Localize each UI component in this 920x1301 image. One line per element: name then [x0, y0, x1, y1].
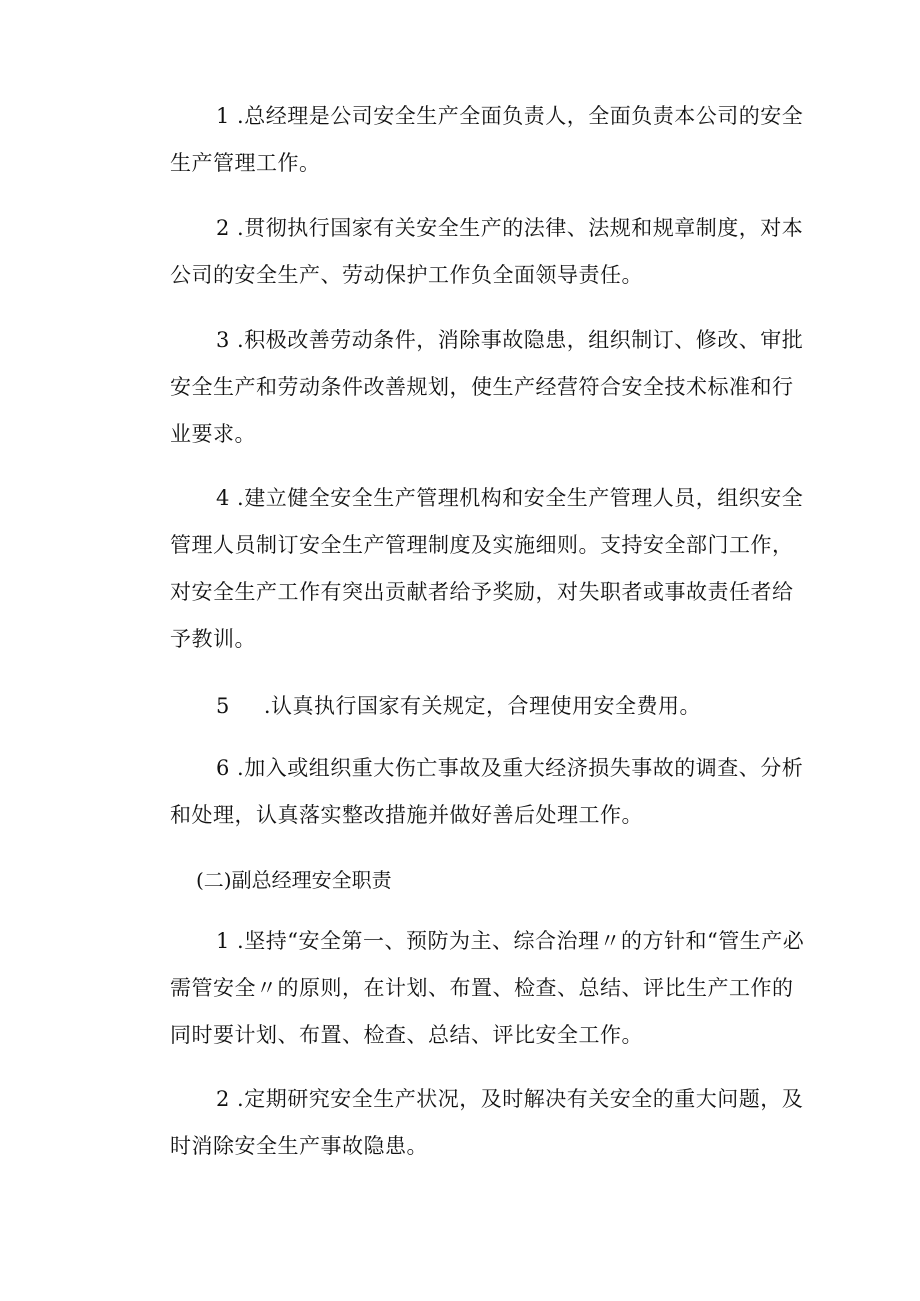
paragraph-1: [170, 93, 810, 187]
paragraph-text: .贯彻执行国家有关安全生产的法律、法规和规章制度，对本公司的安全生产、劳动保护工作负全面领导责任。: [170, 216, 804, 287]
paragraph-text: .建立健全安全生产管理机构和安全生产管理人员，组织安全管理人员制订安全生产管理制度及实施细则。支持安全部门工作，对安全生产工作有突出贡献者给予奖励，对失职者或事故责任者给予教训。: [170, 486, 804, 651]
paragraph-number: 4: [216, 486, 230, 510]
paragraph-5: [170, 683, 810, 730]
paragraph-text: .定期研究安全生产状况，及时解决有关安全的重大问题，及时消除安全生产事故隐患。: [170, 1087, 804, 1158]
paragraph-number: 5: [216, 694, 230, 718]
paragraph-text: .积极改善劳动条件，消除事故隐患，组织制订、修改、审批安全生产和劳动条件改善规划，使生产经营符合安全技术标准和行业要求。: [170, 328, 804, 446]
paragraph-3: [170, 317, 810, 458]
paragraph-4: [170, 475, 810, 663]
paragraph-2: [170, 205, 810, 299]
paragraph-text: .总经理是公司安全生产全面负责人，全面负责本公司的安全生产管理工作。: [170, 104, 804, 175]
paragraph-number: 3: [216, 328, 230, 352]
paragraph-text: .加入或组织重大伤亡事故及重大经济损失事故的调查、分析和处理，认真落实整改措施并做好善后处理工作。: [170, 756, 804, 827]
section-paragraph-2: [170, 1076, 810, 1170]
paragraph-text: .坚持“安全第一、预防为主、综合治理〃的方针和“管生产必需管安全〃的原则，在计划、布置、检查、总结、评比生产工作的同时要计划、布置、检查、总结、评比安全工作。: [170, 929, 805, 1047]
paragraph-number: 2: [216, 1087, 230, 1111]
section-heading: (二)副总经理安全职责: [196, 868, 392, 892]
section-paragraph-1: [170, 918, 810, 1059]
paragraph-number: 2: [216, 216, 230, 240]
paragraph-text: .认真执行国家有关规定，合理使用安全费用。: [263, 694, 702, 718]
paragraph-number: 1: [216, 104, 230, 128]
paragraph-6: [170, 745, 810, 839]
paragraph-number: 6: [216, 756, 230, 780]
paragraph-number: 1: [216, 929, 230, 953]
